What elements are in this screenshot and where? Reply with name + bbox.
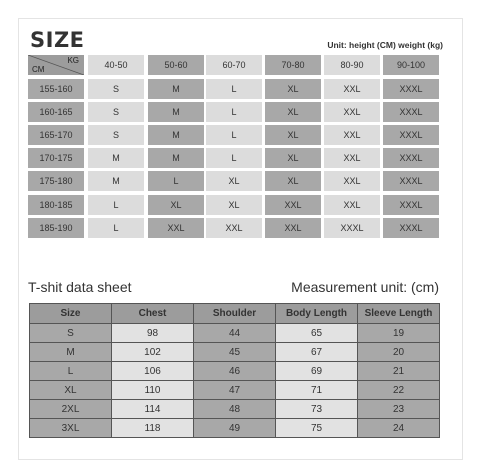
size-cell: XL: [265, 102, 321, 122]
size-cell: XXL: [324, 79, 380, 99]
size-cell: XL: [206, 195, 262, 215]
size-cell: XXL: [265, 218, 321, 238]
height-range-label: 165-170: [28, 125, 84, 145]
measurement-cell: 24: [358, 419, 440, 438]
size-cell: M: [148, 102, 204, 122]
size-cell: L: [88, 218, 144, 238]
weight-range-header: 40-50: [88, 55, 144, 75]
size-cell: XXXL: [383, 102, 439, 122]
weight-range-header: 90-100: [383, 55, 439, 75]
measurement-cell: 98: [112, 324, 194, 343]
measurement-table-header: [30, 304, 440, 324]
measurement-cell: 69: [276, 362, 358, 381]
measurement-table: [29, 303, 440, 438]
size-cell: XL: [265, 79, 321, 99]
measurement-cell: 46: [194, 362, 276, 381]
table-row: [30, 381, 440, 400]
size-cell: L: [206, 79, 262, 99]
table-row: [30, 419, 440, 438]
size-label-cell: 2XL: [30, 400, 112, 419]
size-label-cell: M: [30, 343, 112, 362]
weight-range-header: 50-60: [148, 55, 204, 75]
measurement-cell: 45: [194, 343, 276, 362]
size-cell: XXXL: [383, 148, 439, 168]
size-cell: XL: [206, 171, 262, 191]
table-row: [30, 362, 440, 381]
measurement-cell: 110: [112, 381, 194, 400]
size-cell: S: [88, 125, 144, 145]
weight-range-header: 60-70: [206, 55, 262, 75]
measurement-cell: 22: [358, 381, 440, 400]
measurement-cell: 75: [276, 419, 358, 438]
measurement-cell: 73: [276, 400, 358, 419]
measurement-cell: 47: [194, 381, 276, 400]
data-sheet-title: T-shit data sheet: [28, 279, 132, 295]
size-cell: XXXL: [383, 195, 439, 215]
corner-kg-label: KG: [67, 56, 79, 65]
height-range-label: 175-180: [28, 171, 84, 191]
measurement-cell: 48: [194, 400, 276, 419]
data-sheet-unit: Measurement unit: (cm): [291, 279, 439, 295]
size-cell: L: [206, 102, 262, 122]
size-cell: M: [148, 79, 204, 99]
page-title: SIZE: [30, 28, 85, 52]
size-label-cell: XL: [30, 381, 112, 400]
measurement-cell: 23: [358, 400, 440, 419]
size-cell: L: [148, 171, 204, 191]
size-cell: L: [206, 148, 262, 168]
measurement-cell: 114: [112, 400, 194, 419]
size-chart-corner: [28, 55, 84, 75]
height-range-label: 155-160: [28, 79, 84, 99]
table-row: [30, 400, 440, 419]
measurement-cell: 49: [194, 419, 276, 438]
column-header: Body Length: [276, 304, 358, 324]
size-cell: XXL: [324, 171, 380, 191]
size-label-cell: L: [30, 362, 112, 381]
size-cell: XXXL: [383, 79, 439, 99]
column-header: Size: [30, 304, 112, 324]
height-range-label: 180-185: [28, 195, 84, 215]
size-cell: XXL: [324, 195, 380, 215]
size-cell: M: [88, 171, 144, 191]
size-cell: XXL: [324, 125, 380, 145]
height-range-label: 170-175: [28, 148, 84, 168]
size-cell: M: [88, 148, 144, 168]
measurement-cell: 19: [358, 324, 440, 343]
size-cell: M: [148, 148, 204, 168]
size-cell: S: [88, 102, 144, 122]
weight-range-header: 80-90: [324, 55, 380, 75]
measurement-cell: 71: [276, 381, 358, 400]
size-cell: XXL: [324, 148, 380, 168]
size-cell: XL: [265, 171, 321, 191]
measurement-cell: 106: [112, 362, 194, 381]
column-header: Sleeve Length: [358, 304, 440, 324]
size-cell: XL: [148, 195, 204, 215]
size-cell: XXL: [148, 218, 204, 238]
size-cell: XXL: [206, 218, 262, 238]
size-cell: XXXL: [383, 171, 439, 191]
corner-cm-label: CM: [32, 65, 45, 74]
size-cell: L: [88, 195, 144, 215]
size-cell: XL: [265, 125, 321, 145]
unit-note: Unit: height (CM) weight (kg): [327, 40, 443, 50]
size-cell: XXL: [324, 102, 380, 122]
weight-range-header: 70-80: [265, 55, 321, 75]
size-cell: XXL: [265, 195, 321, 215]
size-cell: XXXL: [383, 125, 439, 145]
measurement-cell: 20: [358, 343, 440, 362]
size-cell: S: [88, 79, 144, 99]
size-label-cell: 3XL: [30, 419, 112, 438]
measurement-cell: 118: [112, 419, 194, 438]
table-row: [30, 343, 440, 362]
measurement-cell: 65: [276, 324, 358, 343]
measurement-cell: 67: [276, 343, 358, 362]
column-header: Chest: [112, 304, 194, 324]
column-header: Shoulder: [194, 304, 276, 324]
size-cell: L: [206, 125, 262, 145]
table-row: [30, 324, 440, 343]
measurement-cell: 21: [358, 362, 440, 381]
size-cell: XXXL: [324, 218, 380, 238]
size-cell: XXXL: [383, 218, 439, 238]
height-range-label: 160-165: [28, 102, 84, 122]
size-cell: XL: [265, 148, 321, 168]
height-range-label: 185-190: [28, 218, 84, 238]
size-label-cell: S: [30, 324, 112, 343]
measurement-cell: 102: [112, 343, 194, 362]
size-cell: M: [148, 125, 204, 145]
measurement-cell: 44: [194, 324, 276, 343]
